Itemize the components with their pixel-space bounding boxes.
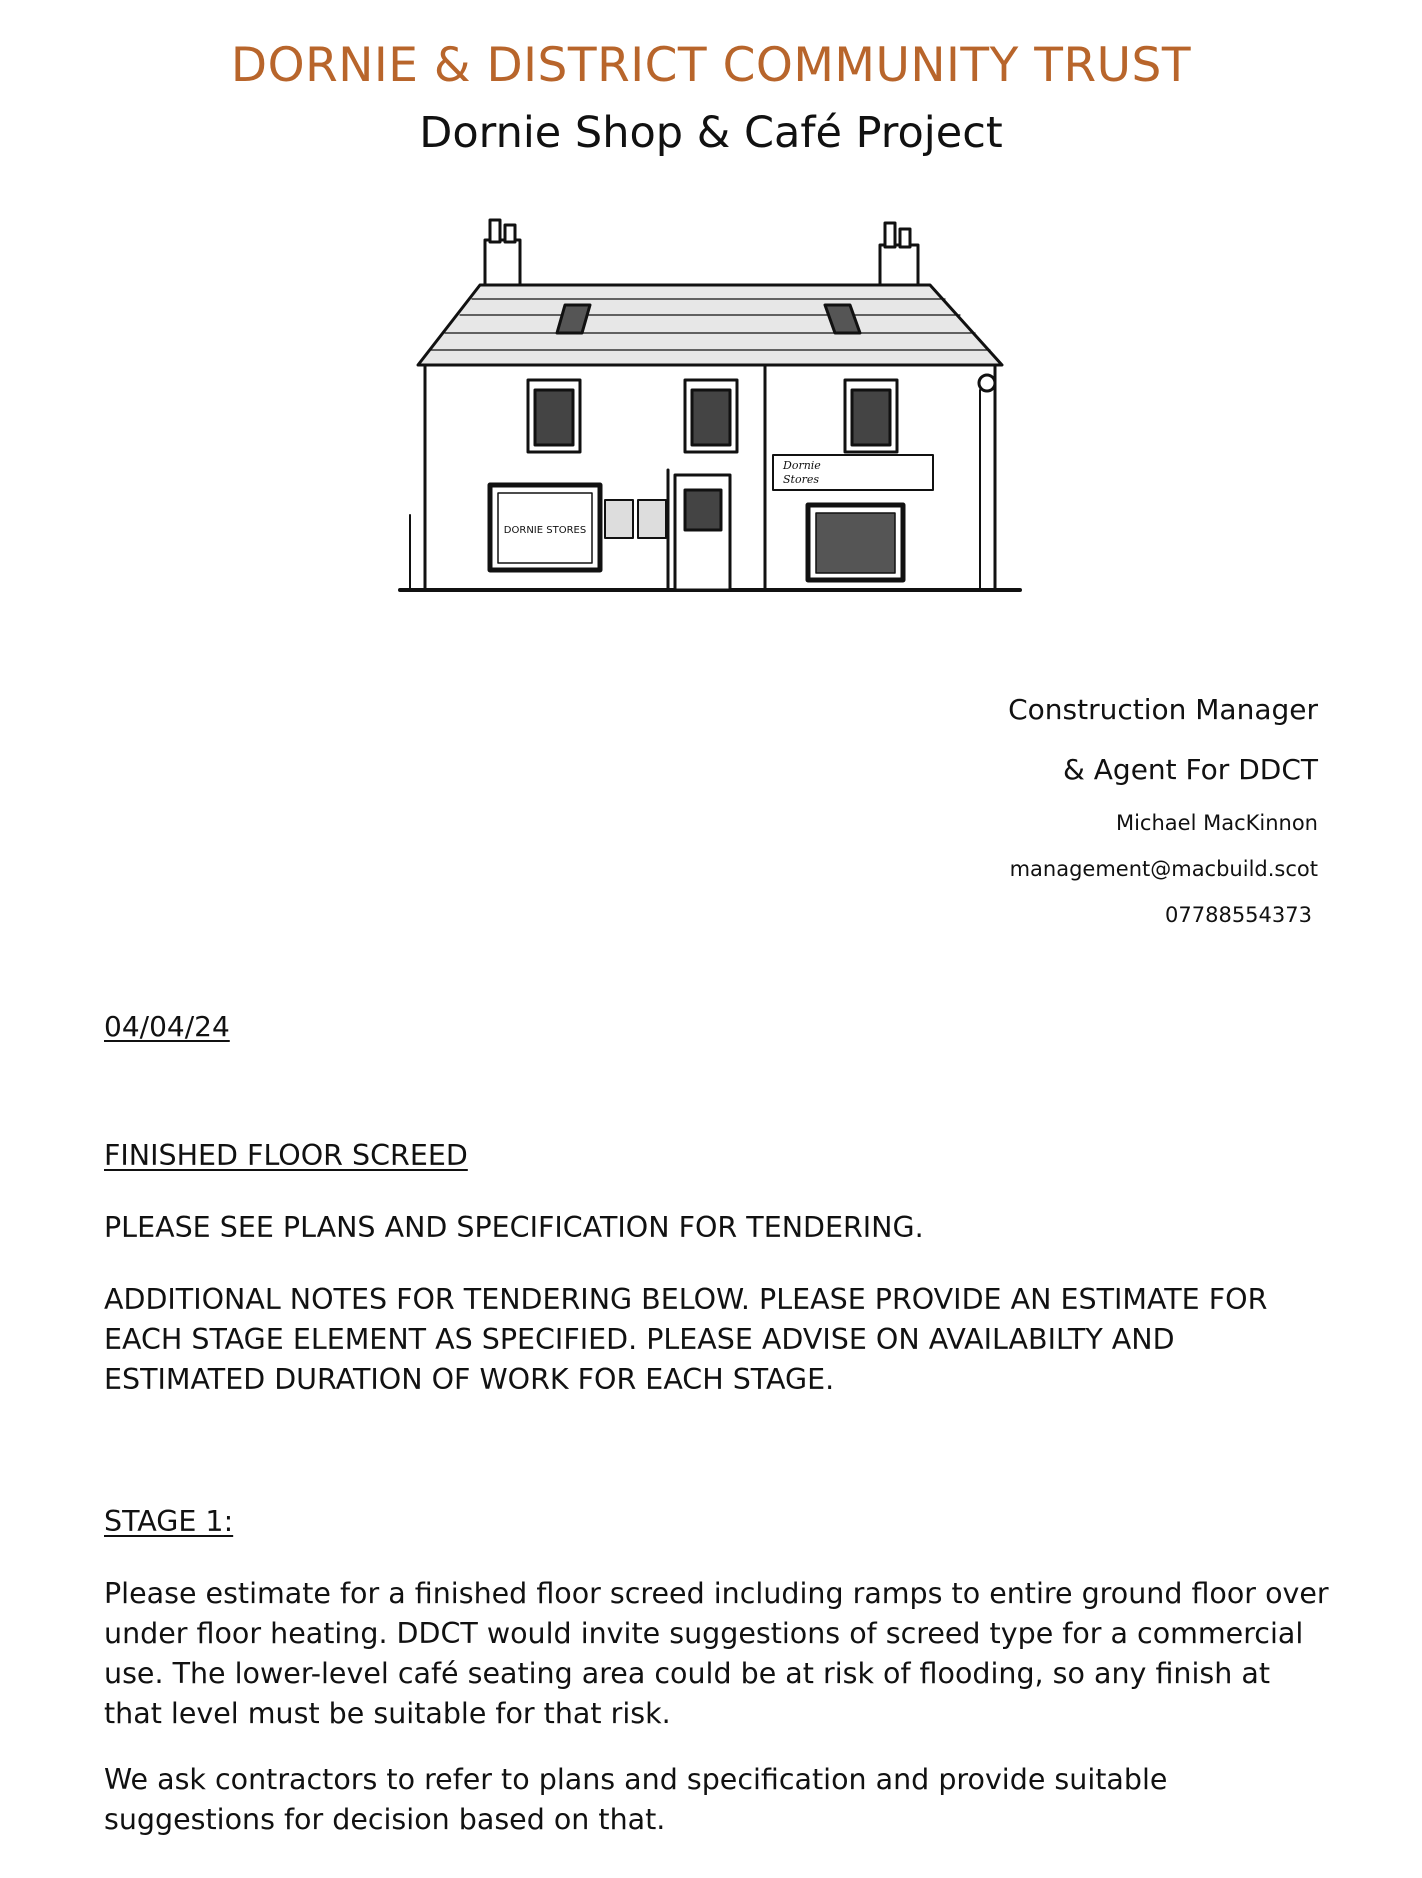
upper-window-right: [845, 380, 897, 452]
contact-email[interactable]: management@macbuild.scot: [1009, 857, 1318, 881]
intro-paragraph-1: PLEASE SEE PLANS AND SPECIFICATION FOR TENDERING.: [104, 1211, 924, 1244]
shop-sign-left-text: DORNIE STORES: [503, 525, 587, 536]
project-subtitle: Dornie Shop & Café Project: [419, 108, 1003, 158]
building-sketch: [390, 215, 1030, 615]
right-shop-window: [808, 505, 903, 580]
wall-lamp: [979, 375, 995, 391]
intro-paragraph-2: ADDITIONAL NOTES FOR TENDERING BELOW. PLEASE PROVIDE AN ESTIMATE FOR EACH STAGE ELEMENT AS SPECIFIED. PLEASE ADVISE ON AVAILABILTY AND ESTIMATED DURATION OF WORK FOR EACH STAGE.: [104, 1283, 1268, 1396]
contact-role-2: & Agent For DDCT: [1063, 753, 1318, 786]
stage-paragraph-2: We ask contractors to refer to plans and specification and provide suitable suggestions for decision based on that.: [104, 1763, 1168, 1836]
letter-date: 04/04/24: [104, 1010, 230, 1043]
shop-sign-right-text-2: Stores: [783, 473, 819, 486]
shop-door: [668, 470, 730, 590]
section-heading: FINISHED FLOOR SCREED: [104, 1139, 468, 1172]
stage-paragraph-1: Please estimate for a finished floor screed including ramps to entire ground floor over under floor heating. DDCT would invite suggestions of screed type for a commercial use. The lower-level café seating area could be at risk of flooding, so any finish at that level must be suitable for that risk.: [104, 1577, 1329, 1730]
notice-board-right: [638, 500, 666, 538]
contact-phone: 07788554373: [1165, 903, 1312, 927]
contact-role-1: Construction Manager: [1008, 693, 1318, 726]
organisation-title: DORNIE & DISTRICT COMMUNITY TRUST: [230, 38, 1192, 93]
left-chimney: [485, 220, 520, 290]
upper-window-middle: [685, 380, 737, 452]
notice-board-left: [605, 500, 633, 538]
contact-name: Michael MacKinnon: [1115, 811, 1318, 835]
roof: [418, 285, 1002, 365]
right-chimney: [880, 223, 918, 290]
shop-sign-right-text-1: Dornie: [783, 459, 821, 472]
contact-block: [1008, 680, 1318, 938]
stage-heading: STAGE 1:: [104, 1505, 234, 1538]
upper-window-left: [528, 380, 580, 452]
